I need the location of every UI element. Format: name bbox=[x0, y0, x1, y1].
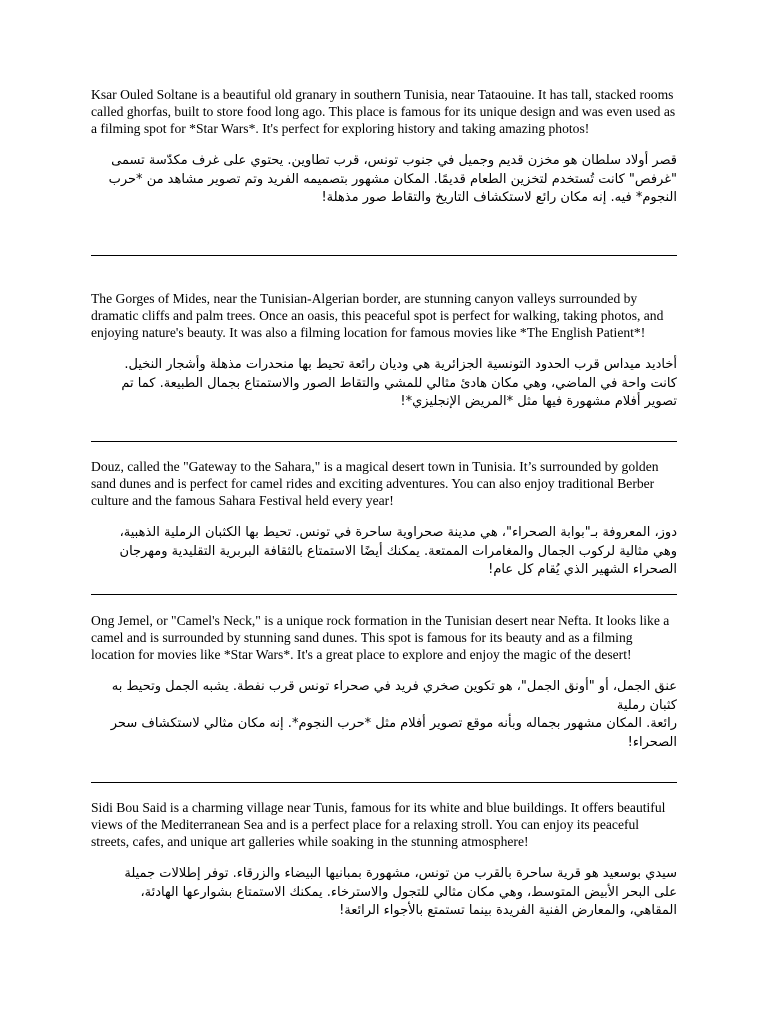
arabic-line: رائعة. المكان مشهور بجماله وبأنه موقع تصوير أفلام مثل *حرب النجوم*. إنه مكان مثالي لاستكشاف سحر الصحراء! bbox=[110, 716, 677, 750]
section-sidi-bou-said bbox=[91, 799, 677, 921]
arabic-line: عنق الجمل، أو "أونق الجمل"، هو تكوين صخري فريد في صحراء تونس قرب نفطة. يشبه الجمل وتحيط به كثبان رملية bbox=[111, 679, 677, 713]
section-divider bbox=[91, 441, 677, 442]
english-paragraph: Sidi Bou Said is a charming village near Tunis, famous for its white and blue buildings. It offers beautiful views of the Mediterranean Sea and is a perfect place for a relaxing stroll. You can enjoy its peaceful streets, cafes, and unique art galleries while soaking in the stunning atmosphere! bbox=[91, 800, 666, 849]
arabic-paragraph: قصر أولاد سلطان هو مخزن قديم وجميل في جنوب تونس، قرب تطاوين. يحتوي على غرف مكدّسة تسمى "غرفص" كانت تُستخدم لتخزين الطعام قديمًا. المكان مشهور بتصميمه الفريد وتم تصوير مشاهد من *حرب النجوم* فيه. إنه مكان رائع لاستكشاف التاريخ والتقاط صور مذهلة! bbox=[108, 153, 677, 205]
arabic-paragraph bbox=[91, 678, 677, 752]
english-paragraph: The Gorges of Mides, near the Tunisian-Algerian border, are stunning canyon valleys surrounded by dramatic cliffs and palm trees. Once an oasis, this peaceful spot is perfect for walking, taking photos, and enjoying nature's beauty. It was also a filming location for famous movies like *The English Patient*! bbox=[91, 291, 664, 340]
section-douz bbox=[91, 458, 677, 580]
arabic-paragraph: دوز، المعروفة بـ"بوابة الصحراء"، هي مدينة صحراوية ساحرة في تونس. تحيط بها الكثبان الرملية الذهبية، وهي مثالية لركوب الجمال والمغامرات الممتعة. يمكنك أيضًا الاستمتاع بالثقافة البربرية التقليدية ومهرجان الصحراء الشهير الذي يُقام كل عام! bbox=[119, 525, 677, 577]
english-paragraph: Douz, called the "Gateway to the Sahara," is a magical desert town in Tunisia. It’s surrounded by golden sand dunes and is perfect for camel rides and exciting adventures. You can also enjoy traditional Berber culture and the famous Sahara Festival held every year! bbox=[91, 459, 659, 508]
section-ksar-ouled-soltane bbox=[91, 86, 677, 208]
section-gorges-of-mides bbox=[91, 290, 677, 412]
english-paragraph: Ong Jemel, or "Camel's Neck," is a unique rock formation in the Tunisian desert near Nefta. It looks like a camel and is surrounded by stunning sand dunes. This spot is famous for its beauty and as a filming location for movies like *Star Wars*. It's a great place to explore and enjoy the magic of the desert! bbox=[91, 613, 670, 662]
arabic-paragraph: سيدي بوسعيد هو قرية ساحرة بالقرب من تونس، مشهورة بمبانيها البيضاء والزرقاء. توفر إطلالات جميلة على البحر الأبيض المتوسط، وهي مكان مثالي للتجول والاسترخاء. يمكنك الاستمتاع بشوارعها الهادئة، المقاهي، والمعارض الفنية الفريدة بينما تستمتع بالأجواء الرائعة! bbox=[124, 866, 677, 918]
section-divider bbox=[91, 594, 677, 595]
section-divider bbox=[91, 255, 677, 256]
section-divider bbox=[91, 782, 677, 783]
section-ong-jemel bbox=[91, 612, 677, 752]
english-paragraph: Ksar Ouled Soltane is a beautiful old granary in southern Tunisia, near Tataouine. It has tall, stacked rooms called ghorfas, built to store food long ago. This place is famous for its unique design and was even used as a filming spot for *Star Wars*. It's perfect for exploring history and taking amazing photos! bbox=[91, 87, 676, 136]
arabic-paragraph: أخاديد ميداس قرب الحدود التونسية الجزائرية هي وديان رائعة تحيط بها منحدرات مذهلة وأشجار النخيل. كانت واحة في الماضي، وهي مكان هادئ مثالي للمشي والتقاط الصور والاستمتاع بجمال الطبيعة. كما تم تصوير أفلام مشهورة فيها مثل *المريض الإنجليزي*! bbox=[121, 357, 677, 409]
